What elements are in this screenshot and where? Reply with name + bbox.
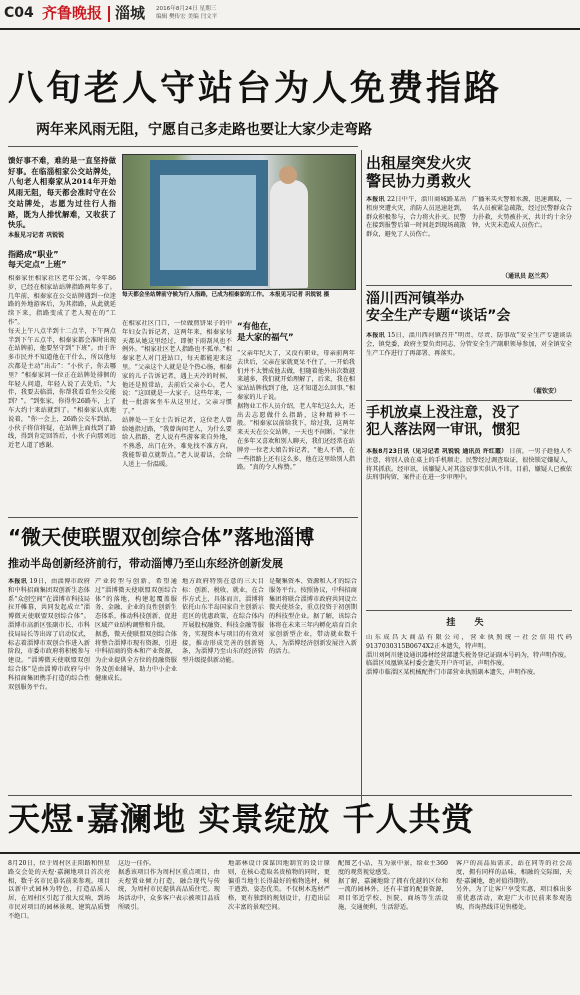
- third-top-divider: [8, 795, 572, 796]
- lead-col1: 相秦家住相家社区老年公寓，今年86岁，已经在相家站站牌指路两年多了。几年前，相秦家在公交站牌遇到一位迷路的外地游客后，为其指路，从此就延续下来，指路变成了老人现在的“工作”。 每天上午八点半到十二点半，下午两点半到下午五点半，相秦家都会准时出现在站牌前，他要坚守到“下班”。由于许多市民并不知道他在干什么，所以他每次都是主动“出击”：“小伙子，你去哪里？”相秦家问一位正在站牌处徘徊的年轻人问道，年轻人说了去处后，“大伴，我要去临淄，你帮我看看坐公交能到？”。“到张家，你得坐26路车，上了车大约十来站就到了。“相秦家认真地说着，“你一会上，26路公交车到站，小伙子将信将疑，在站牌上面找到了路线，得到肯定回答后，小伙子向那刘远近老人道了感谢。: [8, 275, 116, 450]
- story3-body: [366, 448, 572, 604]
- story1-credit: （通讯员 赵兰英）: [502, 273, 553, 280]
- second-top-divider: [8, 517, 358, 518]
- masthead-date: 2016年8月24日 星期三: [156, 6, 217, 12]
- story1-divider: [366, 285, 572, 286]
- lead-pull-quote: “有他在， 是大家的福气”: [237, 322, 294, 344]
- story2-text: 15日，淄川西河镇召开“明责、尽责、防事故”安全生产专题谈话会，镇党委、政府主要负责同志、分管安全生产副职领导参加，对全镇安全生产工作进行了再部署、再落实。: [366, 332, 572, 357]
- second-col2: 产业转型与创新，希望通过“淄博微天使联盟双创综合体”的落地，构建起覆盖服务、金融、企业的良性创新生态体系，推动科技创新、促进区域产业结构调整和升级。 据悉，微天使联盟双创综合体将整合淄博市现有资源，引进中科招商的资本和产业资源，为企业提供全方位的投融资服务及创业辅导，助力中小企业健康成长。: [95, 578, 177, 682]
- story2-title: 淄川西河镇举办 安全生产专题“谈话”会: [366, 291, 511, 325]
- story2-divider: [366, 400, 572, 401]
- photo-caption-credit: 本报见习记者 巩锐锐 摄: [269, 292, 330, 298]
- story1-title: 出租屋突发火灾 警民协力勇救火: [366, 154, 472, 191]
- third-col5: 客户的高品质需求，站在同等的社会高度，拥有同样的品味，相融的交际圈，天煜·嘉澜地，绝对值得期待。 另外，为了让客户享受实惠，项目推出多重优惠活动，欢迎广大市民前来参观选购，咨询热线详见售楼处。: [456, 860, 572, 911]
- story1-col1: [366, 196, 466, 282]
- third-headline: 天煜·嘉澜地 实景绽放 千人共赏: [8, 800, 475, 838]
- story3-title: 手机放桌上没注意，没了 犯人落法网一审讯，惯犯: [366, 405, 520, 439]
- masthead-meta: [156, 5, 217, 22]
- third-col4: 配图艺小品，互为景中景，给业主360度的观赏视觉感受。 据了解，嘉澜地除了拥有优越的区位和一流的园林外，还有丰富的配套资源，项目邻近学校、医院、商场等生活设施，交通便利，生活舒适。: [338, 860, 448, 911]
- story3-byline: 本报8月23日讯（见习记者 巩锐锐 通讯员 许红霞）: [366, 448, 508, 455]
- masthead-editors: 编辑 樊传宏 美编 闫文平: [156, 14, 218, 21]
- lead-intro: 馈好事不难，难的是一直坚持做好事。在临淄相家公交站牌处，八旬老人相秦家从2014年开始风雨无阻，每天都会准时守在公交站牌处，志愿为过往行人指路，既为人排忧解难，又收获了快乐。: [8, 156, 116, 230]
- lead-headline: 八旬老人守站台为人免费指路: [8, 69, 503, 109]
- story2-byline: 本报讯: [366, 332, 386, 339]
- lead-subhead-a: 指路成“职业” 每天定点“上班”: [8, 250, 67, 270]
- paper-name: 齐鲁晚报: [42, 4, 103, 22]
- third-col2: 这边一佳作。 据悉该项目作为周村区重点项目，由天煜置业倾力打造，融合现代与传统，为周村市民提供高品质住宅。现场活动中，众多客户表示被项目品质所吸引。: [118, 860, 220, 911]
- story1-byline: 本报讯: [366, 196, 385, 203]
- photo-caption-text: 每天都会坐站牌前守候为行人指路，已成为相秦家的工作。: [122, 292, 268, 298]
- story2-body: [366, 332, 572, 386]
- third-col3: 地部林设计深谋因地制宜的设计原则，在核心造取名贵植物的同时，更偏重当地生长得最好的植物选材，树干遒劲，姿态优美。不仅树木选材严格，更有独到的规划设计，打造出层次丰富的景观空间。: [228, 860, 330, 911]
- section-name: 淄城: [115, 4, 146, 22]
- notice-body: 山东成昌大商品有限公司，营业执照统一社会信用代码9137030315B0674X2正本遗失，特声明。 淄川刘阿川建设通讯器材经营部遗失税务登记证副本号码为，特声明作废。 临淄区凤凰镇某村委会遗失开户许可证，声明作废。 淄博市临淄区某机械配件门市部营业执照副本遗失，声明作废。: [366, 634, 572, 677]
- second-col1-text: 19日，由淄博市政府和中科招商集团双创新生态体系“众创空间”在淄博市科技局拉开帷幕，共同发起成立“淄博微天使联盟双创综合体”。淄博市高新区张副市长、市科技局局长等出席了启动仪式，标志着淄博市双创合作进入新阶段，市委市政府将积极参与建设。“淄博微天使联盟双创综合体”是由淄博市政府与中科招商集团携手打造的综合性双创服务平台。: [8, 578, 90, 691]
- lead-col2: 在相家社区门口，一位做煎饼果子的中年妇女告诉记者，这两年来，相秦家每天都从她这里经过，即便下雨刮风也不例外。“相家社区老人指路也不孤单。”相秦家老人对门进站口，每天都能迎来这里。“父亲这个人就是是个热心肠，相秦家的儿子告诉记者，遇上天冷的时候，他还是照常站，去前后父亲小心，老人说：“这回就是一大家子。这些年来，一批一批游客坐车从这里过，父亲习惯了。” 站牌处一王女士告诉记者，这位老人曾给她指过路，“我曾询问老人，为什么要给人指路，老人说有些游客来自外地，不熟悉，出门在外，难免找不准方向，我能帮着点就帮点。”老人说着话，会给人送上一份温暖。: [122, 320, 232, 468]
- second-byline: 本报讯: [8, 578, 28, 585]
- column-divider: [361, 150, 362, 805]
- masthead-rule: [0, 28, 580, 30]
- bus-stop-map: [160, 175, 256, 270]
- old-man-figure: [270, 180, 308, 288]
- lead-byline: 本报见习记者 巩锐锐: [8, 232, 65, 239]
- second-col1: [8, 578, 90, 793]
- second-col4: 是聚集资本、资源和人才的综合服务平台。按照协议，中科招商集团将联合淄博市政府共同设立微天使基金，重点投资于初创期的科技型企业。据了解，该综合体将在未来三年内孵化培育百余家创新型企业，带动就业数千人，为淄博经济创新发展注入新的活力。: [269, 578, 357, 656]
- photo-caption: [122, 292, 356, 300]
- story1-text: 22日中午，淄川商城路某出租房突遭火灾，消防人员迅速赶到，群众积极参与，合力将火扑灭。民警在接到报警后第一时间赶到现场疏散群众，避免了人员伤亡。: [366, 196, 466, 239]
- story3-divider: [366, 610, 572, 611]
- story3-text: 日前，一男子趁他人不注意，将别人放在桌上的手机顺走。民警经过调查取证，很快锁定嫌疑人，将其抓获。经审讯，该嫌疑人对其盗窃事实供认不讳。目前，嫌疑人已被依法刑事拘留，案件正在进一步审理中。: [366, 448, 572, 482]
- page-number: C04: [4, 5, 34, 21]
- story2-credit: （翟钦安）: [530, 388, 561, 395]
- third-headline-rule: [0, 852, 580, 854]
- second-subhead: 推动半岛创新经济前行，带动淄博乃至山东经济创新发展: [8, 557, 283, 570]
- masthead-separator: [108, 6, 110, 22]
- lead-divider: [8, 146, 358, 147]
- lead-col3: “父亲年纪大了，又没有职业，母亲前两年去世后，父亲在家就更呆不住了，一开始我们并不太赞成他去做，但随着他外出次数越来越多，我们就开始理解了，后来，我在相家站站牌找到了他，这才知道怎么回事。”相秦家的儿子说。 据物业工作人员介绍，老人年纪这么大，还出去志愿做什么指路，这种精神不一般。“相秦家以前给我下，给过我，这两年来天天在公交站牌，一天也不间断。“家住在多年又喜欢和别人聊天，我们还经常在站牌旁一位老大娘告诉记者，“他人不错，在一些指路上还有这么多，他在这里给别人指路。“真的令人称赞。”: [237, 350, 355, 472]
- story1-col2: 广播米买火警和水源，迅速调取，一名人员被紧急疏散，经过民警群众合力扑救，火势被扑灭，共计约十余分钟，火灾未造成人员伤亡。: [472, 196, 572, 230]
- second-col3: 地方政府特别在意的三大目标：创新、税收、就业，在合作方式上，具体而言，淄博将依托山东半岛国家自主创新示范区的优惠政策，在综合体内开展股权融资、科技金融等服务，实现资本与项目的有效对接，推动形成完善的创新链条，为淄博乃至山东的经济转型升级提供新动能。: [182, 578, 264, 665]
- old-man-head: [279, 166, 297, 184]
- lead-subhead: 两年来风雨无阻，宁愿自己多走路也要让大家少走弯路: [36, 122, 372, 138]
- second-headline: “微天使联盟双创综合体”落地淄博: [8, 525, 315, 549]
- third-col1: 8月20日，位于周村区正阳路和恒星路交会处的天煜·嘉澜地项目首次亮相，数千名市民慕名前来参观。项目以新中式园林为特色，打造品质人居，在周村区引起了很大反响，到场市民对项目的园林景观、建筑品质赞不绝口。: [8, 860, 110, 920]
- notice-title: 挂 失: [446, 618, 492, 628]
